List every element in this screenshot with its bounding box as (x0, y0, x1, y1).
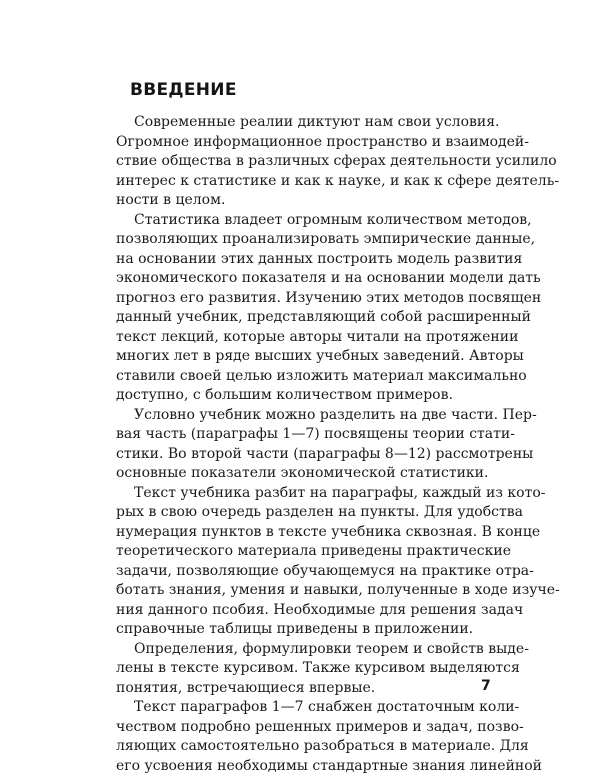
text-line: вая часть (параграфы 1—7) посвящены теории стати- (116, 425, 496, 445)
text-line: Текст учебника разбит на параграфы, каждый из кото- (116, 484, 496, 504)
text-line: нумерация пунктов в тексте учебника сквозная. В конце (116, 523, 496, 543)
text-line: Текст параграфов 1—7 снабжен достаточным коли- (116, 698, 496, 718)
text-line: справочные таблицы приведены в приложении. (116, 620, 496, 640)
text-line: теоретического материала приведены практические (116, 542, 496, 562)
text-line: прогноз его развития. Изучению этих методов посвящен (116, 289, 496, 309)
text-line: ставили своей целью изложить материал максимально (116, 367, 496, 387)
text-line: экономического показателя и на основании модели дать (116, 269, 496, 289)
text-line: понятия, встречающиеся впервые. (116, 679, 496, 699)
text-line: ности в целом. (116, 191, 496, 211)
text-line: Статистика владеет огромным количеством методов, (116, 211, 496, 231)
text-line: Современные реалии диктуют нам свои условия. (116, 113, 496, 133)
text-line: рых в свою очередь разделен на пункты. Для удобства (116, 503, 496, 523)
text-line: Определения, формулировки теорем и свойств выде- (116, 640, 496, 660)
paragraph (116, 698, 496, 776)
text-line: ляющих самостоятельно разобраться в материале. Для (116, 737, 496, 757)
text-line: Огромное информационное пространство и взаимодей- (116, 133, 496, 153)
paragraph (116, 640, 496, 699)
text-line: ствие общества в различных сферах деятельности усилило (116, 152, 496, 172)
text-line: ния данного псобия. Необходимые для решения задач (116, 601, 496, 621)
paragraph (116, 484, 496, 640)
text-line: стики. Во второй части (параграфы 8—12) рассмотрены (116, 445, 496, 465)
chapter-heading: ВВЕДЕНИЕ (130, 80, 237, 100)
text-line: на основании этих данных построить модель развития (116, 250, 496, 270)
text-line: задачи, позволяющие обучающемуся на практике отра- (116, 562, 496, 582)
text-line: доступно, с большим количеством примеров. (116, 386, 496, 406)
paragraph (116, 211, 496, 406)
paragraph (116, 406, 496, 484)
text-line: основные показатели экономической статистики. (116, 464, 496, 484)
body-text (116, 113, 496, 776)
text-line: ботать знания, умения и навыки, полученные в ходе изуче- (116, 581, 496, 601)
text-line: текст лекций, которые авторы читали на протяжении (116, 328, 496, 348)
text-line: лены в тексте курсивом. Также курсивом выделяются (116, 659, 496, 679)
text-line: чеством подробно решенных примеров и задач, позво- (116, 718, 496, 738)
text-line: интерес к статистике и как к науке, и как к сфере деятель- (116, 172, 496, 192)
text-line: его усвоения необходимы стандартные знания линейной (116, 757, 496, 776)
text-line: многих лет в ряде высших учебных заведений. Авторы (116, 347, 496, 367)
paragraph (116, 113, 496, 211)
page-number: 7 (481, 678, 491, 694)
text-line: позволяющих проанализировать эмпирические данные, (116, 230, 496, 250)
text-line: данный учебник, представляющий собой расширенный (116, 308, 496, 328)
text-line: Условно учебник можно разделить на две части. Пер- (116, 406, 496, 426)
